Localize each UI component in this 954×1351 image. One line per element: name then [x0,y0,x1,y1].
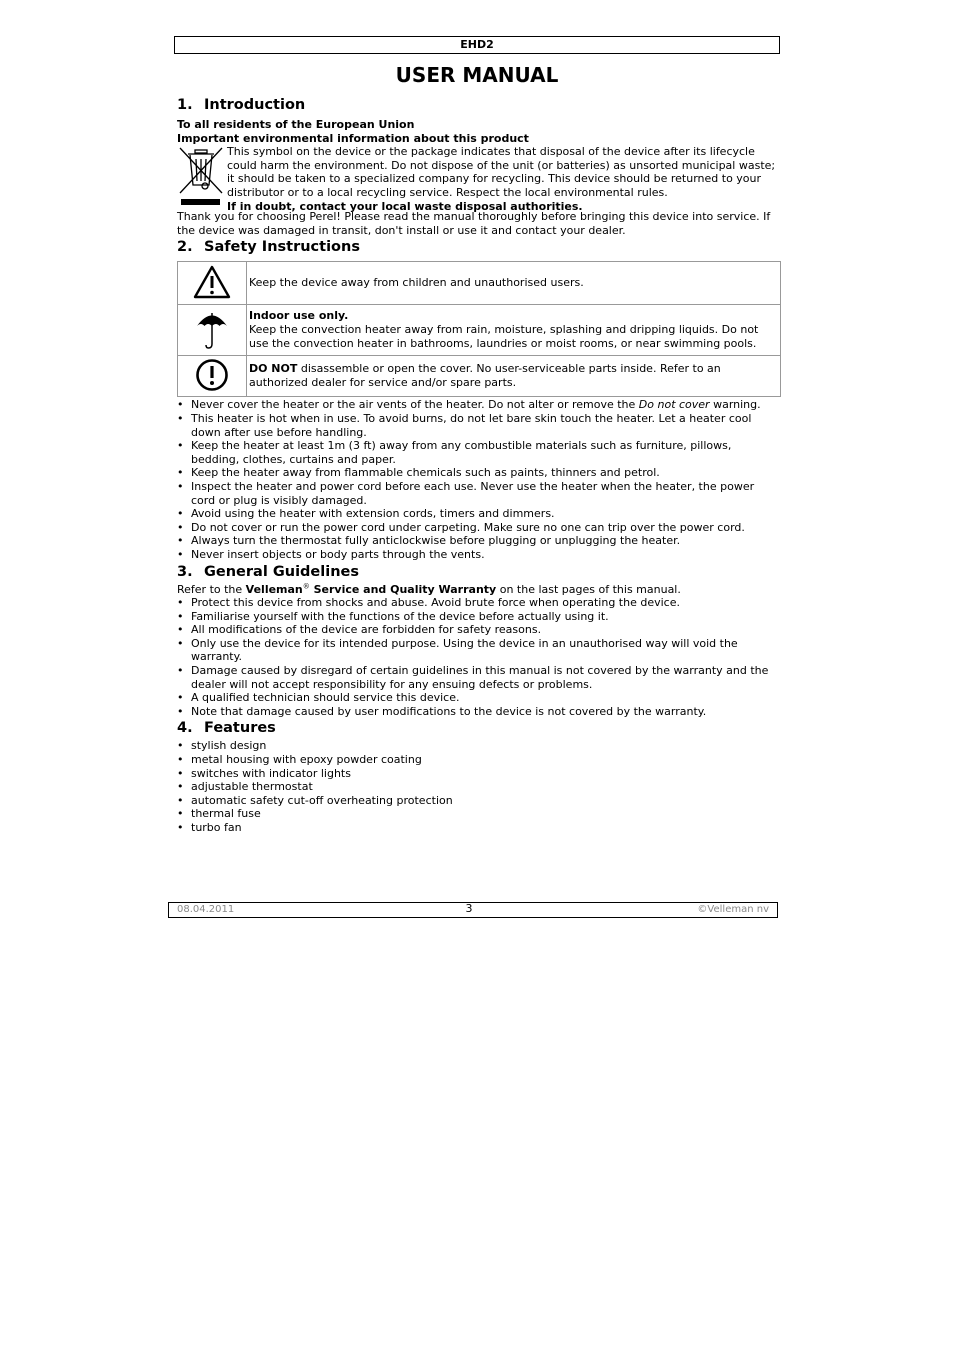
weee-description: This symbol on the device or the package indicates that disposal of the device after its lifecycle could harm the environment. Do not dispose of the unit (or batteries) as unsorted municipal waste; it should be taken to a specialized company for recycling. This device should be returned to your distributor or to a local recycling service. Respect the local environmental rules. [227,145,776,199]
list-item: • All modifications of the device are forbidden for safety reasons. [177,623,779,637]
section-heading-features: 4. Features [177,720,276,737]
list-item: • thermal fuse [177,807,779,821]
list-item: • adjustable thermostat [177,780,779,794]
safety-row [178,356,781,397]
warning-triangle-icon [193,265,231,299]
header-model-box [174,36,780,54]
document-title: USER MANUAL [395,63,559,87]
exclamation-circle-icon [195,358,229,392]
list-item: • Damage caused by disregard of certain guidelines in this manual is not covered by the warranty and the dealer will not accept responsibility for any ensuing defects or problems. [177,664,779,691]
list-item: • Note that damage caused by user modifications to the device is not covered by the warranty. [177,705,779,719]
general-bullet-list [177,596,779,718]
list-item: • This heater is hot when in use. To avoid burns, do not let bare skin touch the heater. Let a heater cool down after use before handling. [177,412,779,439]
list-item: • Only use the device for its intended purpose. Using the device in an unauthorised way will void the warranty. [177,637,779,664]
environment-info-heading: Important environmental information about this product [177,131,529,145]
list-item: • Never insert objects or body parts through the vents. [177,548,779,562]
safety-row [178,305,781,356]
list-item: • stylish design [177,739,779,753]
list-item: • turbo fan [177,821,779,835]
eu-residents-heading: To all residents of the European Union [177,118,415,131]
list-item: • switches with indicator lights [177,767,779,781]
footer-date: 08.04.2011 [177,904,235,915]
list-item: • Inspect the heater and power cord before each use. Never use the heater when the heater, the power cord or plug is visibly damaged. [177,480,779,507]
crossed-bin-icon [177,145,225,205]
weee-notice [177,145,779,213]
list-item: • automatic safety cut-off overheating protection [177,794,779,808]
list-item: • Keep the heater away from flammable chemicals such as paints, thinners and petrol. [177,466,779,480]
list-item: • Familiarise yourself with the functions of the device before actually using it. [177,610,779,624]
safety-row-text: Keep the convection heater away from rain, moisture, splashing and dripping liquids. Do not use the convection heater in bathrooms, laundries or moist rooms, or near swimming pools. [249,323,759,350]
list-item: • A qualified technician should service this device. [177,691,779,705]
list-item: • Avoid using the heater with extension cords, timers and dimmers. [177,507,779,521]
safety-row [178,262,781,305]
safety-table [177,261,781,397]
footer-copyright: ©Velleman nv [697,904,769,915]
page-footer [168,902,778,918]
safety-row-strong: Indoor use only. [249,309,349,323]
intro-thanks: Thank you for choosing Perel! Please read the manual thoroughly before bringing this device into service. If the device was damaged in transit, don't install or use it and contact your dealer. [177,210,771,237]
safety-bullet-list [177,398,779,561]
page-number: 3 [465,902,473,915]
list-item: • Protect this device from shocks and abuse. Avoid brute force when operating the device. [177,596,779,610]
section-heading-safety: 2. Safety Instructions [177,239,360,256]
list-item: • Do not cover or run the power cord under carpeting. Make sure no one can trip over the power cord. [177,521,779,535]
section-heading-introduction: 1. Introduction [177,97,306,113]
safety-row-text: disassemble or open the cover. No user-serviceable parts inside. Refer to an authorized dealer for service and/or spare parts. [249,362,721,389]
content [177,95,779,835]
warranty-reference: Refer to the Velleman® Service and Quality Warranty on the last pages of this manual. [177,581,681,596]
list-item: • Keep the heater at least 1m (3 ft) away from any combustible materials such as furniture, pillows, bedding, clothes, curtains and paper. [177,439,779,466]
weee-contact-note: If in doubt, contact your local waste disposal authorities. [227,199,583,213]
list-item: • Always turn the thermostat fully anticlockwise before plugging or unplugging the heater. [177,534,779,548]
model-label: EHD2 [460,38,494,51]
section-heading-general: 3. General Guidelines [177,563,359,580]
safety-row-strong: DO NOT [249,362,298,376]
features-bullet-list [177,739,779,834]
list-item: • metal housing with epoxy powder coating [177,753,779,767]
safety-row-text: Keep the device away from children and unauthorised users. [249,276,584,290]
list-item: • Never cover the heater or the air vents of the heater. Do not alter or remove the Do not cover warning. [177,398,779,412]
umbrella-icon [195,309,229,349]
